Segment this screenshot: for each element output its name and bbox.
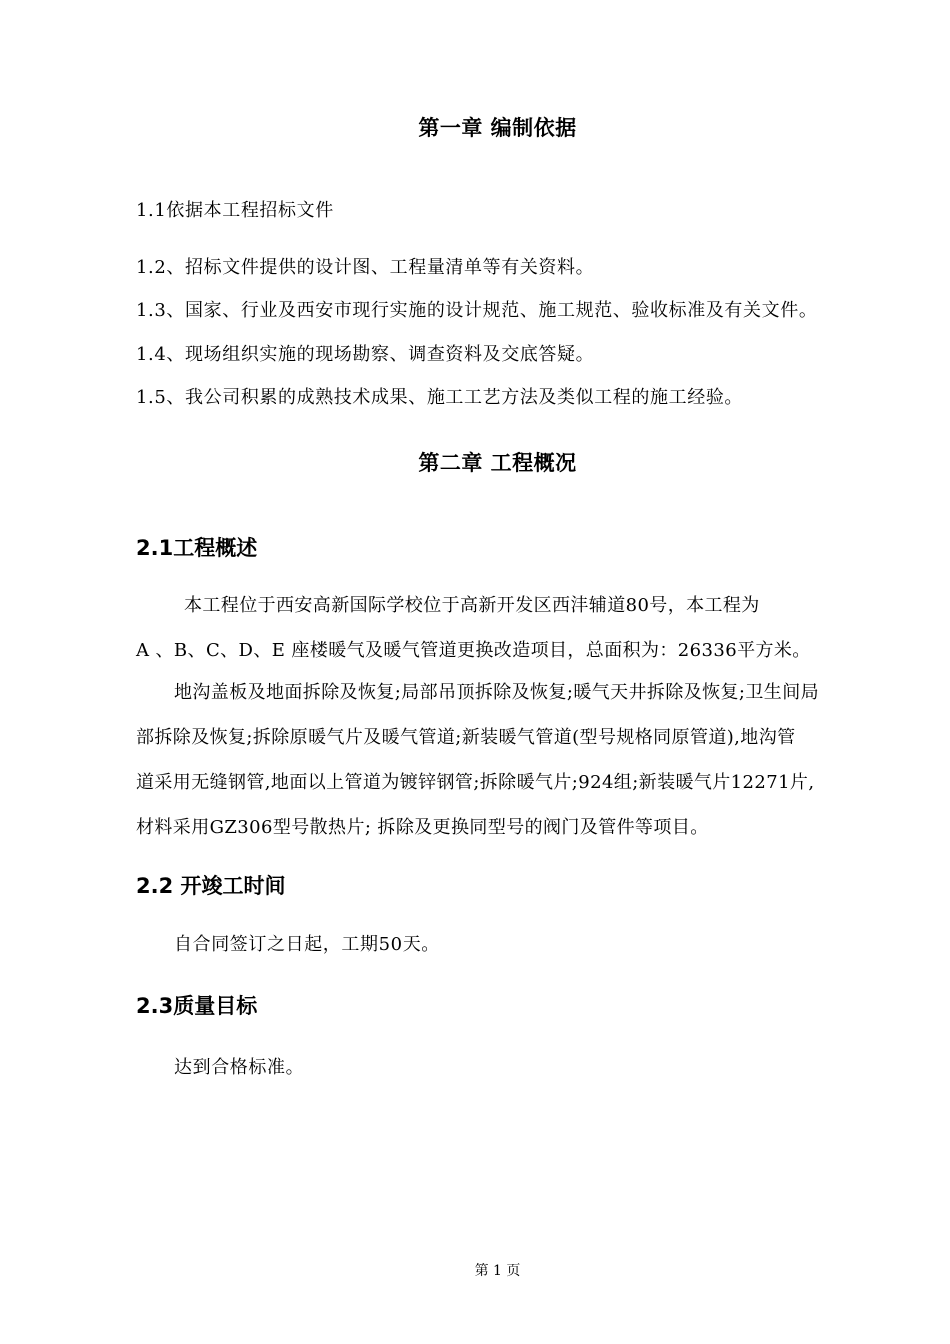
section-2-2-title: 2.2 开竣工时间 xyxy=(136,874,286,898)
overview-p2-line-1: 地沟盖板及地面拆除及恢复;局部吊顶拆除及恢复;暖气天井拆除及恢复;卫生间局 xyxy=(174,682,819,703)
chapter-1-title: 第一章 编制依据 xyxy=(418,116,577,140)
basis-item-2: 1.2、招标文件提供的设计图、工程量清单等有关资料。 xyxy=(136,257,595,278)
overview-paragraph-2 xyxy=(136,670,860,850)
basis-item-5: 1.5、我公司积累的成熟技术成果、施工工艺方法及类似工程的施工经验。 xyxy=(136,387,744,408)
overview-p2-line-2: 部拆除及恢复;拆除原暖气片及暖气管道;新装暖气管道(型号规格同原管道),地沟管 xyxy=(136,727,796,748)
basis-item-1: 1.1依据本工程招标文件 xyxy=(136,200,334,221)
basis-item-4: 1.4、现场组织实施的现场勘察、调查资料及交底答疑。 xyxy=(136,344,595,365)
chapter-2-title: 第二章 工程概况 xyxy=(418,451,577,475)
quality-text: 达到合格标准。 xyxy=(174,1057,305,1078)
overview-p2-line-3: 道采用无缝钢管,地面以上管道为镀锌钢管;拆除暖气片;924组;新装暖气片12271片, xyxy=(136,772,815,793)
overview-p2-line-4: 材料采用GZ306型号散热片; 拆除及更换同型号的阀门及管件等项目。 xyxy=(136,817,709,838)
overview-p1-line-2: A 、B、C、D、E 座楼暖气及暖气管道更换改造项目，总面积为：26336平方米。 xyxy=(136,640,811,661)
section-2-1-title: 2.1工程概述 xyxy=(136,536,258,560)
overview-p1-line-1: 本工程位于西安高新国际学校位于高新开发区西沣辅道80号，本工程为 xyxy=(184,595,760,616)
section-2-3-title: 2.3质量目标 xyxy=(136,994,258,1018)
basis-item-3: 1.3、国家、行业及西安市现行实施的设计规范、施工规范、验收标准及有关文件。 xyxy=(136,300,818,321)
schedule-text: 自合同签订之日起，工期50天。 xyxy=(174,934,440,955)
page-number: 第 1 页 xyxy=(474,1263,521,1279)
overview-paragraph-1 xyxy=(136,583,860,673)
